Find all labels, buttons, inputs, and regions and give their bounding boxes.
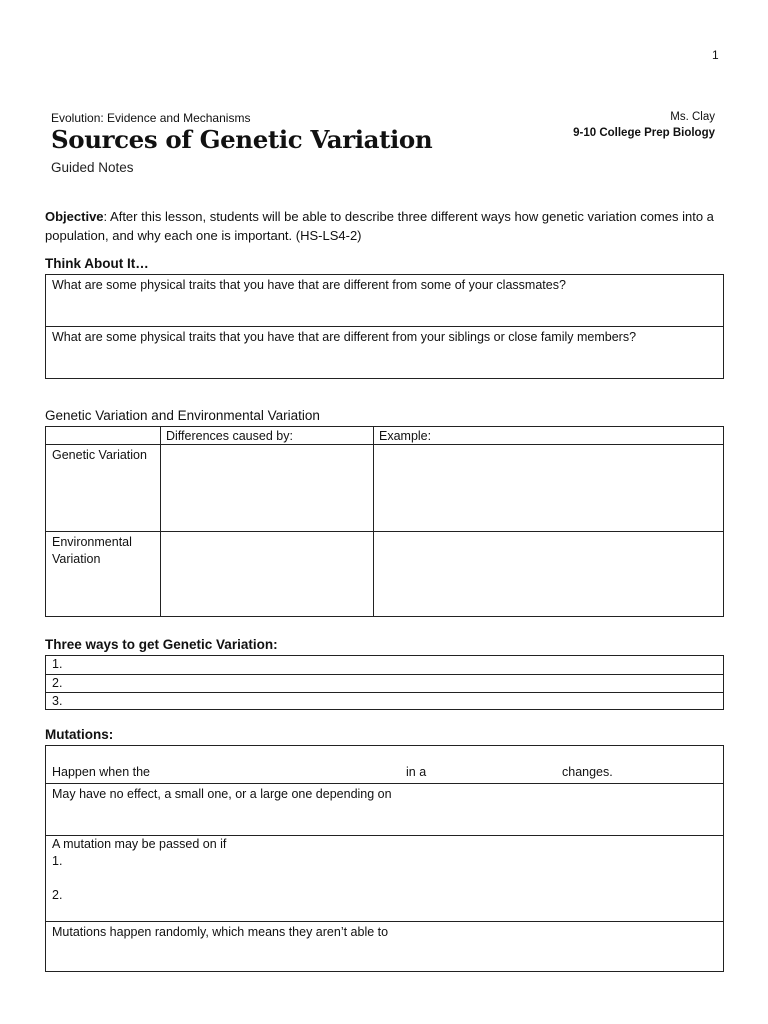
three-ways-item: 1. [52, 657, 63, 671]
course-name: 9-10 College Prep Biology [573, 127, 715, 139]
objective-paragraph [45, 207, 725, 245]
table-divider [373, 427, 374, 616]
three-ways-heading: Three ways to get Genetic Variation: [45, 637, 278, 652]
page-number: 1 [712, 48, 719, 62]
objective-label: Objective [45, 209, 104, 224]
column-header-differences: Differences caused by: [166, 429, 293, 443]
mutations-row-3-item-2: 2. [52, 888, 63, 902]
page-subtitle: Guided Notes [51, 160, 134, 175]
row-label-genetic: Genetic Variation [52, 448, 147, 462]
three-ways-item: 3. [46, 692, 723, 709]
mutations-row-1-part-2: in a [406, 765, 427, 779]
variation-table [45, 426, 724, 617]
mutations-row-2: May have no effect, a small one, or a large one depending on [46, 783, 723, 835]
variation-table-heading: Genetic Variation and Environmental Variation [45, 408, 320, 423]
page-title: Sources of Genetic Variation [51, 125, 433, 154]
unit-name: Evolution: Evidence and Mechanisms [51, 111, 251, 125]
three-ways-list [45, 655, 724, 710]
mutations-box [45, 745, 724, 972]
table-divider [160, 427, 161, 616]
mutations-row-1-part-1: Happen when the [52, 765, 150, 779]
think-about-it-box [45, 274, 724, 379]
mutations-row-3-text: A mutation may be passed on if [52, 837, 227, 851]
think-question-1: What are some physical traits that you have that are different from some of your classmates? [52, 278, 566, 292]
teacher-name: Ms. Clay [670, 111, 715, 123]
column-header-example: Example: [379, 429, 432, 443]
three-ways-item: 2. [46, 674, 723, 692]
mutations-row-1-part-3: changes. [562, 765, 613, 779]
think-about-it-heading: Think About It… [45, 256, 149, 271]
row-label-environmental: Environmental Variation [52, 535, 132, 566]
mutations-row-1 [46, 746, 723, 783]
objective-text: : After this lesson, students will be able to describe three different ways how genetic variation comes into a population, and why each one is important. (HS-LS4-2) [45, 209, 714, 243]
mutations-row-3-item-1: 1. [52, 854, 63, 868]
mutations-heading: Mutations: [45, 727, 114, 742]
mutations-row-4: Mutations happen randomly, which means they aren’t able to [46, 921, 723, 971]
think-question-2: What are some physical traits that you have that are different from your siblings or close family members? [46, 326, 723, 378]
mutations-row-3 [46, 835, 723, 921]
